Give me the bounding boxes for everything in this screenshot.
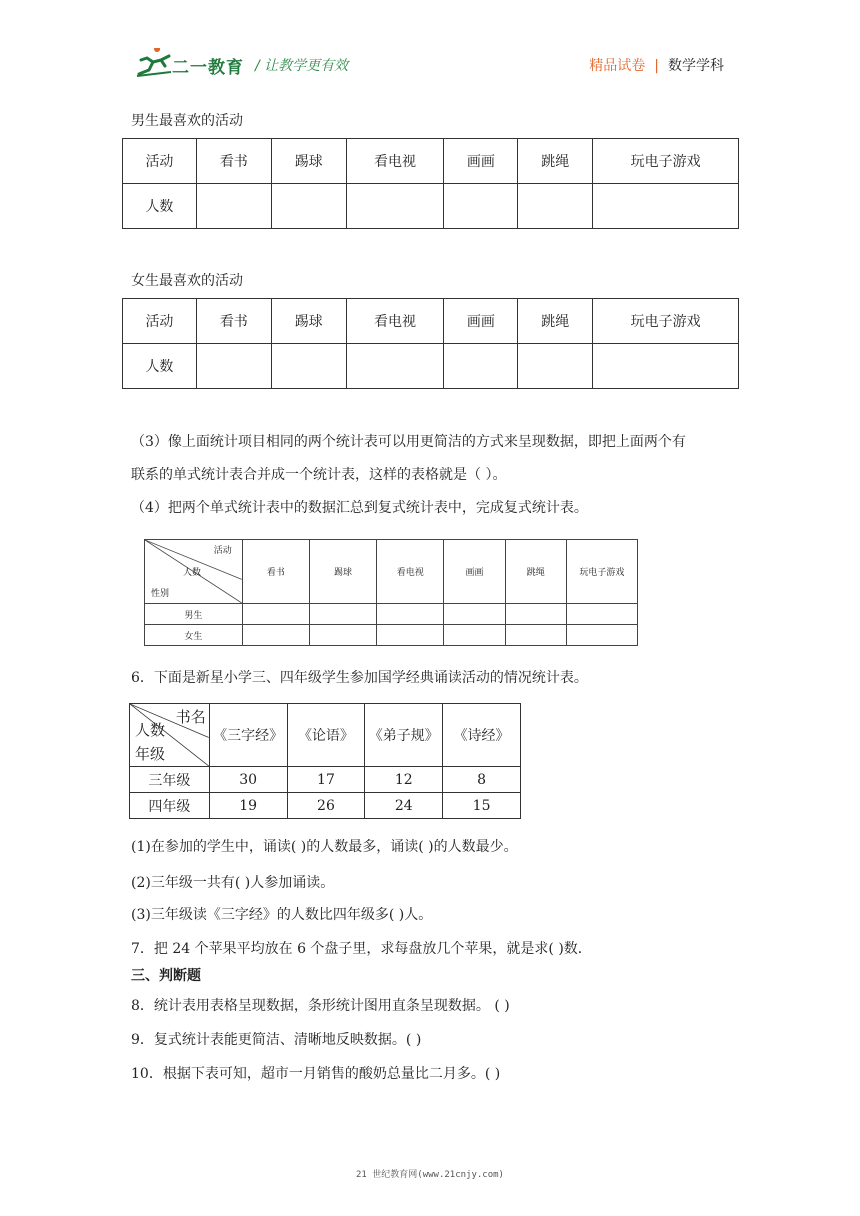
activity-cell: 看书 <box>196 299 271 344</box>
header-right <box>589 55 724 75</box>
section-3-title: 三、判断题 <box>131 968 201 984</box>
column-header: 《弟子规》 <box>365 704 443 767</box>
girls-activity-table <box>122 298 739 389</box>
blank-cell[interactable] <box>271 184 346 229</box>
blank-cell[interactable] <box>444 625 505 646</box>
blank-cell[interactable] <box>196 184 271 229</box>
blank-cell[interactable] <box>309 604 376 625</box>
blank-cell[interactable] <box>271 344 346 389</box>
blank-cell[interactable] <box>377 604 444 625</box>
activity-cell: 看电视 <box>346 299 444 344</box>
activity-cell: 玩电子游戏 <box>593 299 739 344</box>
q6-sub-3: (3)三年级读《三字经》的人数比四年级多( )人。 <box>131 907 433 923</box>
corner-label-count: 人数 <box>135 721 166 739</box>
activity-cell: 画画 <box>444 299 518 344</box>
corner-label-gender: 性别 <box>151 589 170 599</box>
boys-activity-table <box>122 138 739 229</box>
blank-cell[interactable] <box>242 604 309 625</box>
blank-cell[interactable] <box>593 184 739 229</box>
blank-cell[interactable] <box>566 604 637 625</box>
q3-line-2: 联系的单式统计表合并成一个统计表，这样的表格就是（ ）。 <box>131 467 507 483</box>
blank-cell[interactable] <box>593 344 739 389</box>
column-header: 画画 <box>444 540 505 604</box>
table-row <box>130 767 521 793</box>
blank-cell[interactable] <box>242 625 309 646</box>
activity-cell: 看电视 <box>346 139 444 184</box>
diagonal-header-cell <box>130 704 210 767</box>
row-header: 人数 <box>123 184 197 229</box>
blank-cell[interactable] <box>518 344 593 389</box>
blank-cell[interactable] <box>566 625 637 646</box>
row-header: 人数 <box>123 344 197 389</box>
row-header: 活动 <box>123 139 197 184</box>
table-row <box>145 604 638 625</box>
value-cell: 15 <box>443 793 521 819</box>
blank-cell[interactable] <box>196 344 271 389</box>
blank-cell[interactable] <box>444 184 518 229</box>
diagonal-header-cell <box>145 540 243 604</box>
table-row <box>123 184 739 229</box>
activity-cell: 跳绳 <box>518 139 593 184</box>
column-header: 《三字经》 <box>209 704 287 767</box>
table-row <box>145 625 638 646</box>
girls-table-caption: 女生最喜欢的活动 <box>131 273 243 289</box>
value-cell: 30 <box>209 767 287 793</box>
corner-label-book: 书名 <box>175 708 206 726</box>
value-cell: 12 <box>365 767 443 793</box>
table-row <box>130 704 521 767</box>
row-header: 女生 <box>145 625 243 646</box>
activity-cell: 踢球 <box>271 139 346 184</box>
blank-cell[interactable] <box>346 344 444 389</box>
blank-cell[interactable] <box>309 625 376 646</box>
activity-cell: 踢球 <box>271 299 346 344</box>
q3-line-1: （3）像上面统计项目相同的两个统计表可以用更简洁的方式来呈现数据，即把上面两个有 <box>131 434 686 450</box>
compound-stat-table <box>144 539 638 646</box>
q8-text: 8．统计表用表格呈现数据，条形统计图用直条呈现数据。 ( ) <box>131 998 510 1014</box>
runner-logo-icon <box>135 48 175 78</box>
column-header: 看书 <box>242 540 309 604</box>
blank-cell[interactable] <box>505 604 566 625</box>
reading-stat-table <box>129 703 521 819</box>
q6-sub-2: (2)三年级一共有( )人参加诵读。 <box>131 875 335 891</box>
blank-cell[interactable] <box>346 184 444 229</box>
activity-cell: 看书 <box>196 139 271 184</box>
column-header: 踢球 <box>309 540 376 604</box>
value-cell: 17 <box>287 767 365 793</box>
corner-label-activity: 活动 <box>213 546 232 556</box>
column-header: 玩电子游戏 <box>566 540 637 604</box>
q9-text: 9．复式统计表能更简洁、清晰地反映数据。( ) <box>131 1032 422 1048</box>
q4-text: （4）把两个单式统计表中的数据汇总到复式统计表中，完成复式统计表。 <box>131 500 588 516</box>
blank-cell[interactable] <box>505 625 566 646</box>
q6-sub-1: (1)在参加的学生中，诵读( )的人数最多，诵读( )的人数最少。 <box>131 839 518 855</box>
corner-label-grade: 年级 <box>135 745 166 763</box>
q7-text: 7．把 24 个苹果平均放在 6 个盘子里，求每盘放几个苹果，就是求( )数． <box>131 941 592 957</box>
value-cell: 24 <box>365 793 443 819</box>
activity-cell: 画画 <box>444 139 518 184</box>
blank-cell[interactable] <box>518 184 593 229</box>
boys-table-caption: 男生最喜欢的活动 <box>131 113 243 129</box>
column-header: 《论语》 <box>287 704 365 767</box>
page-footer: 21 世纪教育网(www.21cnjy.com) <box>356 1170 504 1180</box>
table-row <box>130 793 521 819</box>
table-row <box>145 540 638 604</box>
brand-name: 二一教育 <box>172 58 244 78</box>
blank-cell[interactable] <box>377 625 444 646</box>
blank-cell[interactable] <box>444 604 505 625</box>
row-header: 活动 <box>123 299 197 344</box>
header-separator: | <box>654 58 659 74</box>
q6-intro: 6．下面是新星小学三、四年级学生参加国学经典诵读活动的情况统计表。 <box>131 670 588 686</box>
row-header: 四年级 <box>130 793 210 819</box>
subject-label: 数学学科 <box>668 58 724 74</box>
activity-cell: 玩电子游戏 <box>593 139 739 184</box>
exam-tag: 精品试卷 <box>589 58 646 74</box>
table-row <box>123 344 739 389</box>
column-header: 看电视 <box>377 540 444 604</box>
table-row <box>123 139 739 184</box>
brand-slogan: / 让教学更有效 <box>255 58 349 74</box>
activity-cell: 跳绳 <box>518 299 593 344</box>
row-header: 三年级 <box>130 767 210 793</box>
row-header: 男生 <box>145 604 243 625</box>
value-cell: 26 <box>287 793 365 819</box>
value-cell: 8 <box>443 767 521 793</box>
column-header: 《诗经》 <box>443 704 521 767</box>
blank-cell[interactable] <box>444 344 518 389</box>
value-cell: 19 <box>209 793 287 819</box>
corner-label-count: 人数 <box>183 568 202 578</box>
table-row <box>123 299 739 344</box>
column-header: 跳绳 <box>505 540 566 604</box>
q10-text: 10．根据下表可知，超市一月销售的酸奶总量比二月多。( ) <box>131 1066 501 1082</box>
